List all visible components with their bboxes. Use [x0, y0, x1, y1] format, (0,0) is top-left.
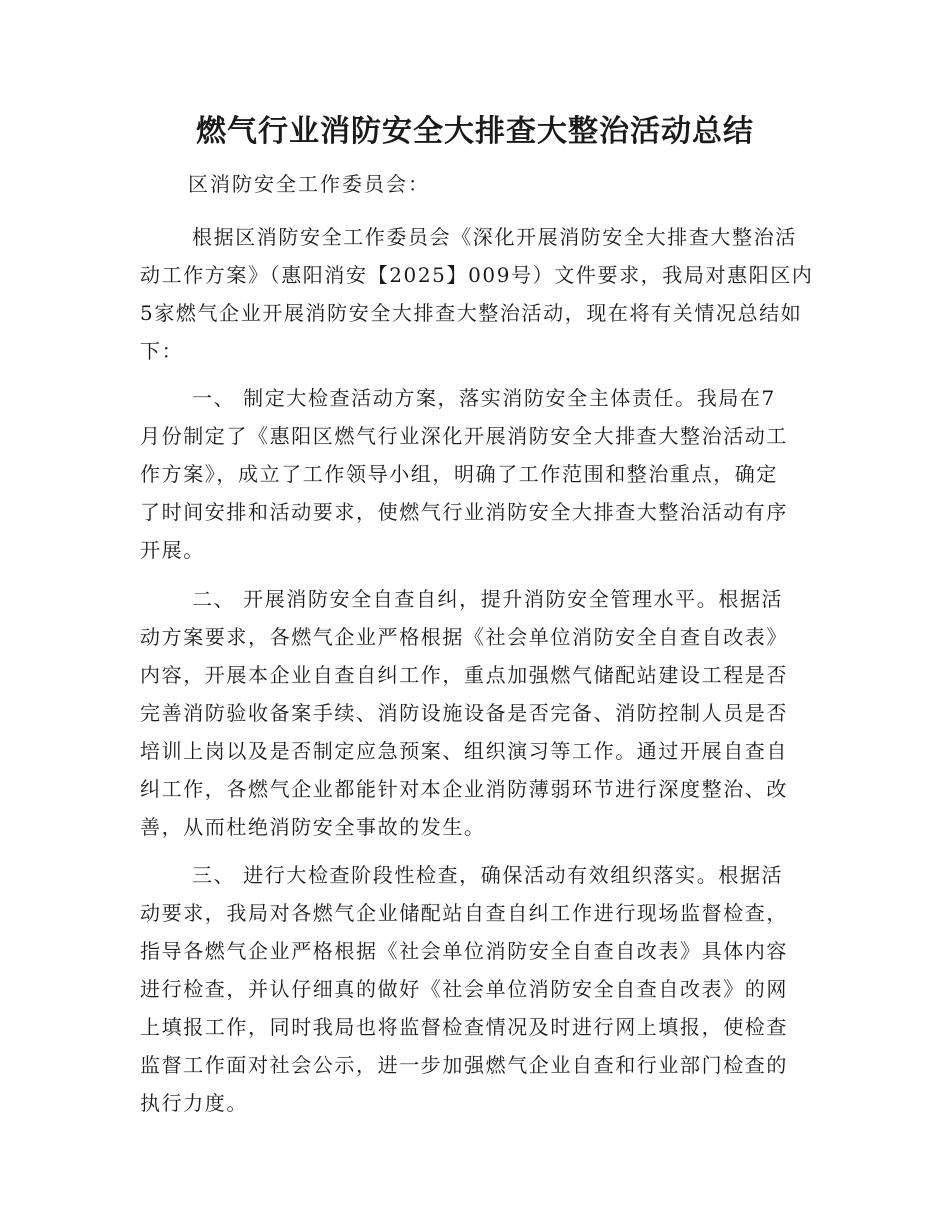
document-title: 燃气行业消防安全大排查大整治活动总结 — [196, 114, 754, 149]
paragraph-line: 上填报工作，同时我局也将监督检查情况及时进行网上填报，使检查 — [140, 1015, 788, 1039]
paragraph-line: 培训上岗以及是否制定应急预案、组织演习等工作。通过开展自查自 — [140, 739, 788, 763]
paragraph-line: 指导各燃气企业严格根据《社会单位消防安全自查自改表》具体内容 — [140, 939, 788, 963]
paragraph-line: 动要求，我局对各燃气企业储配站自查自纠工作进行现场监督检查， — [140, 901, 788, 925]
paragraph-line: 动工作方案》（惠阳消安【2025】009号）文件要求，我局对惠阳区内 — [140, 263, 814, 287]
paragraph-line: 动方案要求，各燃气企业严格根据《社会单位消防安全自查自改表》 — [140, 625, 788, 649]
paragraph-line: 作方案》，成立了工作领导小组，明确了工作范围和整治重点，确定 — [140, 462, 778, 486]
paragraph-line: 月份制定了《惠阳区燃气行业深化开展消防安全大排查大整治活动工 — [140, 424, 788, 448]
paragraph-line: 监督工作面对社会公示，进一步加强燃气企业自查和行业部门检查的 — [140, 1053, 788, 1077]
paragraph-line: 完善消防验收备案手续、消防设施设备是否完备、消防控制人员是否 — [140, 701, 788, 725]
salutation: 区消防安全工作委员会： — [188, 172, 430, 196]
paragraph-line: 纠工作，各燃气企业都能针对本企业消防薄弱环节进行深度整治、改 — [140, 777, 788, 801]
paragraph-line: 进行检查，并认仔细真的做好《社会单位消防安全自查自改表》的网 — [140, 977, 788, 1001]
paragraph-line: 5家燃气企业开展消防安全大排查大整治活动，现在将有关情况总结如 — [140, 301, 803, 325]
paragraph-line: 开展。 — [140, 538, 205, 562]
paragraph-line: 下： — [140, 339, 184, 363]
paragraph-intro — [140, 218, 814, 370]
paragraph-section-2 — [140, 580, 810, 846]
paragraph-line: 三、 进行大检查阶段性检查，确保活动有效组织落实。根据活 — [192, 863, 784, 887]
paragraph-line: 执行力度。 — [140, 1091, 248, 1115]
paragraph-line: 根据区消防安全工作委员会《深化开展消防安全大排查大整治活 — [192, 225, 797, 249]
paragraph-section-3 — [140, 856, 810, 1122]
paragraph-section-1 — [140, 379, 810, 569]
paragraph-line: 二、 开展消防安全自查自纠，提升消防安全管理水平。根据活 — [192, 587, 784, 611]
paragraph-line: 内容，开展本企业自查自纠工作，重点加强燃气储配站建设工程是否 — [140, 663, 788, 687]
paragraph-line: 一、 制定大检查活动方案，落实消防安全主体责任。我局在7 — [192, 386, 776, 410]
paragraph-line: 善，从而杜绝消防安全事故的发生。 — [140, 815, 486, 839]
paragraph-line: 了时间安排和活动要求，使燃气行业消防安全大排查大整治活动有序 — [140, 500, 788, 524]
